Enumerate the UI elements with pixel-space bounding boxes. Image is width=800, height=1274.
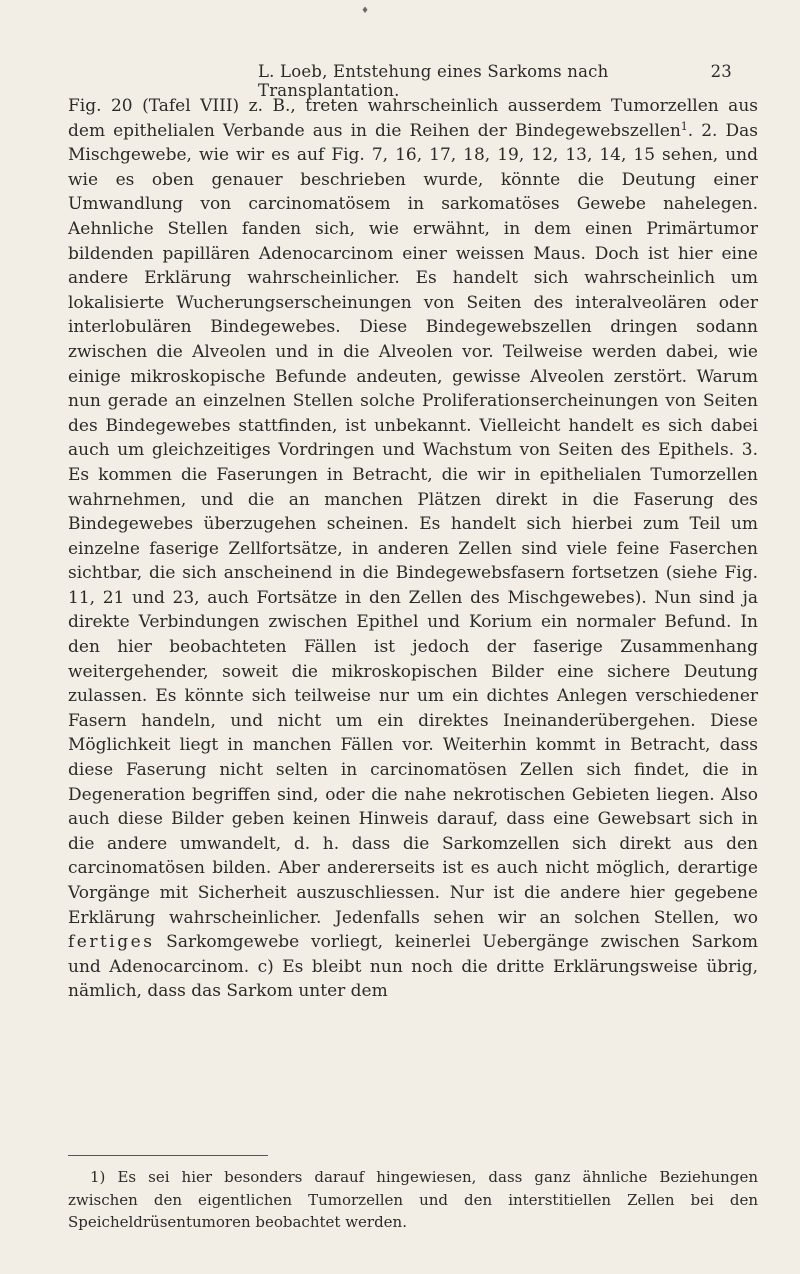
text-segment: . 2. Das Mischgewebe, wie wir es auf Fig. 7, 16, 17, 18, 19, 12, 13, 14, 15 sehen, und wie es oben genauer beschrieben wurde, könnte die Deutung einer Umwandlung von carcinomatösem in sarkomatöses Gewebe nahelegen. Aehnliche Stellen fanden sich, wie erwähnt, in dem einen Primärtumor bildenden papillären Adenocarcinom einer weissen Maus. Doch ist hier eine andere Erklärung wahrscheinlicher. Es handelt sich wahrscheinlich um lokalisierte Wucherungserscheinungen von Seiten des interalveolären oder interlobulären Bindegewebes. Diese Bindegewebszellen dringen sodann zwischen die Alveolen und in die Alveolen vor. Teilweise werden dabei, wie einige mikroskopische Befunde andeuten, gewisse Alveolen zerstört. Warum nun gerade an einzelnen Stellen solche Proliferationsercheinungen von Seiten des Bindegewebes stattfinden, ist unbekannt. Vielleicht handelt es sich dabei auch um gleichzeitiges Vordringen und Wachstum von Seiten des Epithels. 3. Es kommen die Faserungen in Betracht, die wir in epithelialen Tumorzellen wahrnehmen, und die an manchen Plätzen direkt in die Faserung des Bindegewebes überzugehen scheinen. Es handelt sich hierbei zum Teil um einzelne faserige Zellfortsätze, in anderen Zellen sind viele feine Faserchen sichtbar, die sich anscheinend in die Bindegewebsfasern fortsetzen (siehe Fig. 11, 21 und 23, auch Fortsätze in den Zellen des Mischgewebes). Nun sind ja direkte Verbindungen zwischen Epithel und Korium ein normaler Befund. In den hier beobachteten Fällen ist jedoch der faserige Zusammenhang weitergehender, soweit die mikroskopischen Bilder eine sichere Deutung zulassen. Es könnte sich teilweise nur um ein dichtes Anlegen verschiedener Fasern handeln, und nicht um ein direktes Ineinanderübergehen. Diese Möglichkeit liegt in manchen Fällen vor. Weiterhin kommt in Betracht, dass diese Faserung nicht selten in carcinomatösen Zellen sich findet, die in Degeneration begriffen sind, oder die nahe nekrotischen Gebieten liegen. Also auch diese Bilder geben keinen Hinweis darauf, dass eine Gewebsart sich in die andere umwandelt, d. h. dass die Sarkomzellen sich direkt aus den carcinomatösen bilden. Aber andererseits ist es auch nicht möglich, derartige Vorgänge mit Sicherheit auszuschliessen. Nur ist die andere hier gegebene Erklärung wahrscheinlicher. Jedenfalls sehen wir an solchen Stellen, wo: [68, 120, 758, 928]
footnote-text: Es sei hier besonders darauf hingewiesen, dass ganz ähnliche Beziehungen zwischen den eigentlichen Tumorzellen und den interstitiellen Zellen bei den Speicheldrüsentumoren beobachtet werden.: [68, 1168, 758, 1231]
paragraph: [68, 94, 758, 1004]
printer-mark: ♦: [361, 6, 370, 16]
page-number: 23: [710, 62, 732, 81]
main-text: [68, 94, 758, 1004]
footnote-separator: [68, 1155, 268, 1156]
page-header: [258, 22, 732, 100]
footnote: [68, 1166, 758, 1234]
footnote-reference: 1: [680, 119, 688, 133]
emphasized-word: fertiges: [68, 932, 155, 953]
text-segment: Fig. 20 (Tafel VIII) z. B., treten wahrscheinlich ausserdem Tumorzellen aus dem epithelialen Verbande aus in die Reihen der Bindegewebszellen: [68, 96, 758, 141]
footnote-marker: 1): [90, 1168, 106, 1186]
running-title: L. Loeb, Entstehung eines Sarkoms nach Transplantation.: [258, 62, 609, 100]
text-segment: Sarkomgewebe vorliegt, keinerlei Uebergänge zwischen Sarkom und Adenocarcinom. c) Es bleibt nun noch die dritte Erklärungsweise übrig, nämlich, dass das Sarkom unter dem: [68, 932, 758, 1002]
